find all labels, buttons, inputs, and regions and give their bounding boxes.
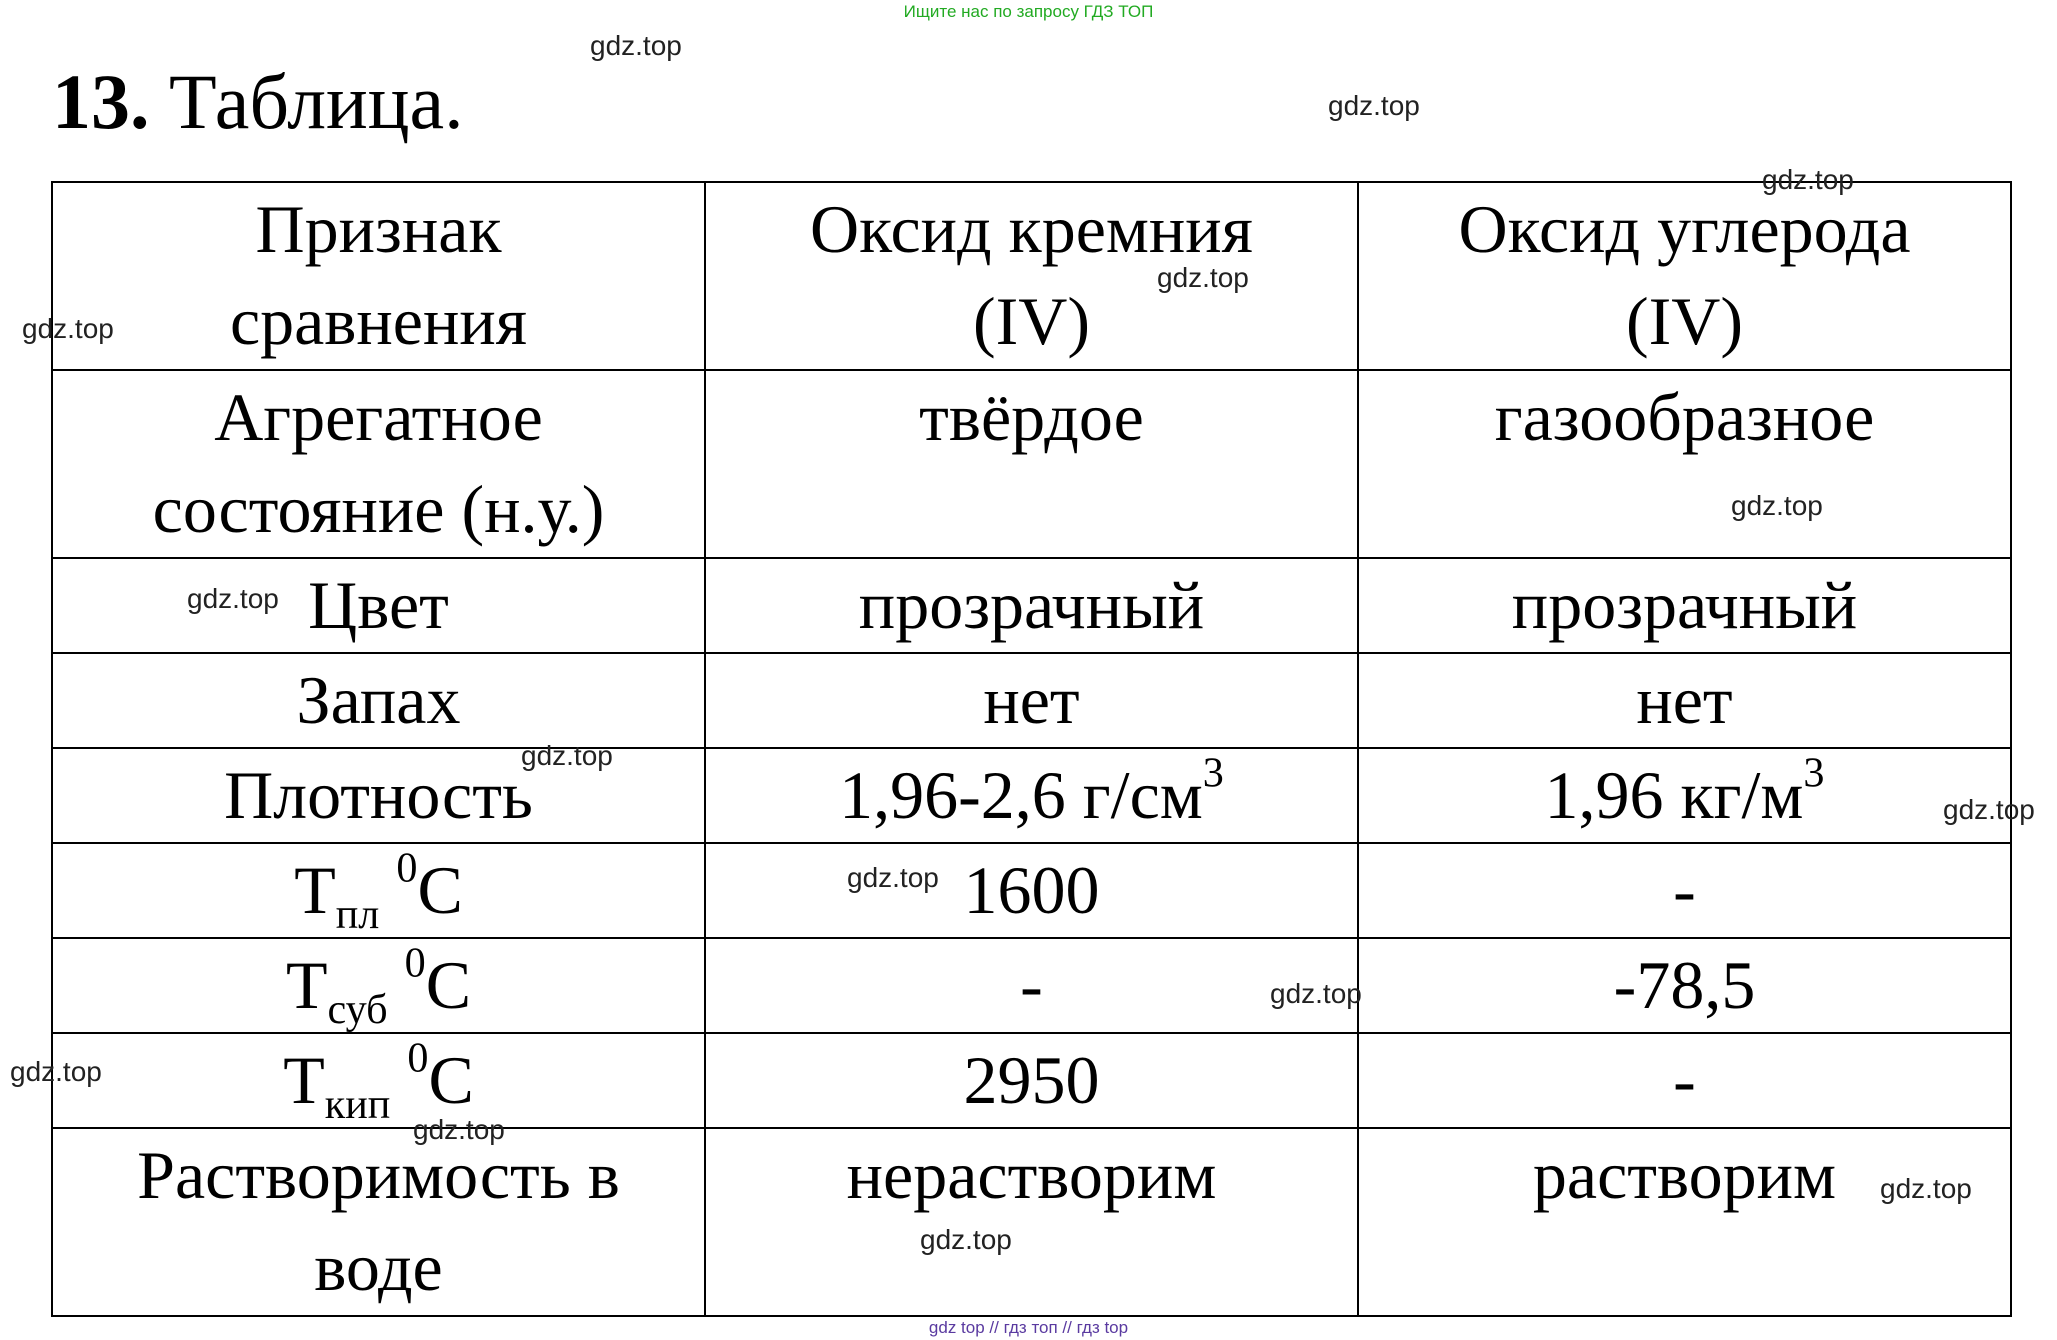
- row-label-color: Цвет: [52, 558, 705, 653]
- cell-silicon-sublimation-point: -: [705, 938, 1358, 1033]
- row-label-sublimation-point: $Т_{суб}$ $^0$С: [52, 938, 705, 1033]
- comparison-table: [51, 181, 2012, 1317]
- search-banner: Ищите нас по запросу ГДЗ ТОП: [903, 2, 1154, 21]
- cell-silicon-melting-point: 1600: [705, 843, 1358, 938]
- cell-carbon-density: 1,96 $кг/м^3$: [1358, 748, 2011, 843]
- watermark: gdz.top: [590, 30, 682, 61]
- watermark: gdz.top: [187, 583, 279, 614]
- watermark: gdz.top: [1880, 1173, 1972, 1204]
- watermark: gdz.top: [1762, 164, 1854, 195]
- cell-carbon-solubility: растворим: [1358, 1128, 2011, 1316]
- watermark: gdz.top: [1270, 978, 1362, 1009]
- table-row: [52, 1033, 2011, 1128]
- cell-silicon-density: 1,96-2,6 $г/см^3$: [705, 748, 1358, 843]
- table-row: [52, 938, 2011, 1033]
- header-cell-carbon-oxide: Оксид углерода (IV): [1358, 182, 2011, 370]
- table-row: [52, 1128, 2011, 1316]
- cell-silicon-state: твёрдое: [705, 370, 1358, 558]
- watermark: gdz.top: [1943, 794, 2035, 825]
- watermark: gdz.top: [521, 740, 613, 771]
- watermark: gdz.top: [22, 313, 114, 344]
- cell-silicon-boiling-point: 2950: [705, 1033, 1358, 1128]
- watermark: gdz.top: [1157, 262, 1249, 293]
- task-number: 13.: [52, 58, 150, 145]
- cell-carbon-smell: нет: [1358, 653, 2011, 748]
- cell-silicon-solubility: нерастворим: [705, 1128, 1358, 1316]
- row-label-density: Плотность: [52, 748, 705, 843]
- table-header-row: [52, 182, 2011, 370]
- watermark: gdz.top: [920, 1224, 1012, 1255]
- cell-silicon-smell: нет: [705, 653, 1358, 748]
- row-label-solubility: Растворимость в воде: [52, 1128, 705, 1316]
- row-label-state: Агрегатное состояние (н.у.): [52, 370, 705, 558]
- row-label-melting-point: $Т_{пл}$ $^0$С: [52, 843, 705, 938]
- cell-carbon-melting-point: -: [1358, 843, 2011, 938]
- cell-carbon-sublimation-point: -78,5: [1358, 938, 2011, 1033]
- table-row: [52, 653, 2011, 748]
- watermark: gdz.top: [1731, 490, 1823, 521]
- row-label-smell: Запах: [52, 653, 705, 748]
- watermark: gdz.top: [413, 1114, 505, 1145]
- footer-watermark: gdz top // гдз топ // гдз top: [928, 1318, 1129, 1337]
- task-title: Таблица.: [169, 58, 464, 145]
- watermark: gdz.top: [10, 1056, 102, 1087]
- table-row: [52, 748, 2011, 843]
- cell-carbon-color: прозрачный: [1358, 558, 2011, 653]
- cell-carbon-boiling-point: -: [1358, 1033, 2011, 1128]
- cell-silicon-color: прозрачный: [705, 558, 1358, 653]
- page-title: [52, 52, 464, 152]
- header-cell-criterion: Признак сравнения: [52, 182, 705, 370]
- table-row: [52, 843, 2011, 938]
- header-cell-silicon-oxide: Оксид кремния (IV): [705, 182, 1358, 370]
- table-row: [52, 558, 2011, 653]
- row-label-boiling-point: $Т_{кип}$ $^0$С: [52, 1033, 705, 1128]
- cell-carbon-state: газообразное: [1358, 370, 2011, 558]
- table-row: [52, 370, 2011, 558]
- watermark: gdz.top: [1328, 90, 1420, 121]
- watermark: gdz.top: [847, 862, 939, 893]
